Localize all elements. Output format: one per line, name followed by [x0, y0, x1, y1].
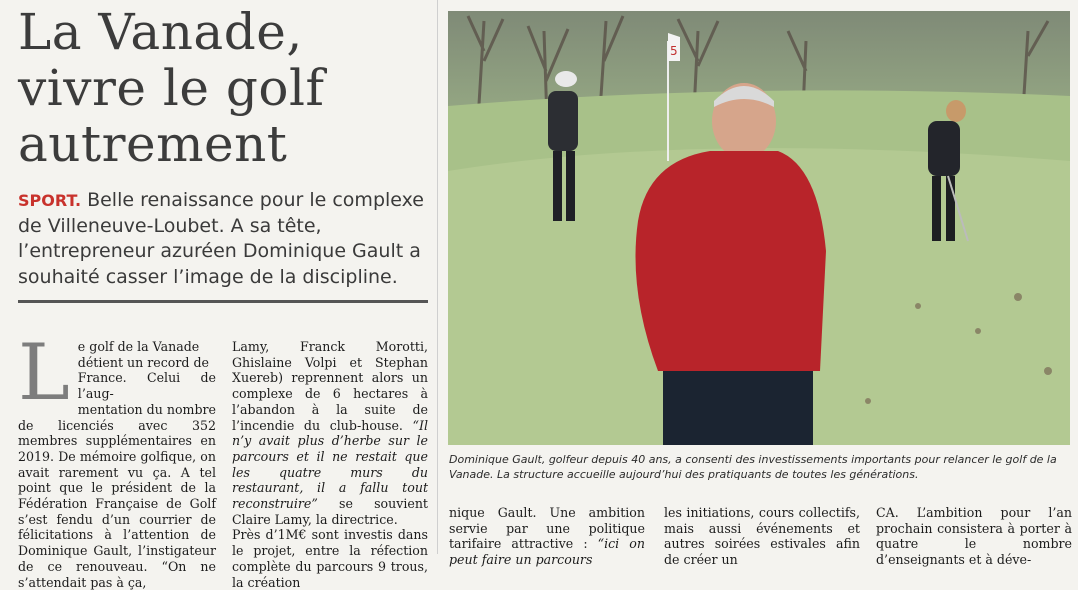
column-3-quote: “ici on peut faire un parcours [449, 536, 645, 568]
deck [18, 188, 428, 290]
section-rule [18, 300, 428, 303]
column-2-paragraph-2: Près d’1M€ sont investis dans le projet, entre la réfection complète du parcours 9 trous, la création [232, 527, 428, 590]
article-photo [448, 11, 1070, 445]
column-2-text-end: se souvient Claire Lamy, la directrice. [232, 496, 428, 527]
dropcap: L [18, 328, 70, 418]
article-column-3 [449, 505, 645, 568]
column-3-text: nique Gault. Une ambition servie par une politique tarifaire attractive : [449, 505, 645, 552]
lead-line: France. Celui de l’aug- [77, 370, 216, 402]
column-2-text: Lamy, Franck Morotti, Ghislaine Volpi et Stephan Xuereb) reprennent alors un complexe de 6 hectares à l’abandon à la suite de l’incendie du club-house. [232, 339, 428, 433]
headline-line-3: autrement [18, 115, 288, 173]
kicker: SPORT. [18, 191, 82, 210]
headline [18, 4, 438, 172]
column-separator [437, 0, 438, 554]
article-column-5: CA. L’ambition pour l’an prochain consistera à porter à quatre le nombre d’enseignants et à déve- [876, 505, 1072, 568]
deck-text: Belle renaissance pour le complexe de Villeneuve-Loubet. A sa tête, l’entrepreneur azuréen Dominique Gault a souhaité casser l’image de la discipline. [18, 189, 424, 288]
lead-line: détient un record de [77, 354, 209, 370]
article-column-2 [232, 339, 428, 590]
lead-line: e golf de la Vanade [77, 339, 200, 354]
column-2-quote: “Il n’y avait plus d’herbe sur le parcours et il ne restait que les quatre murs du restaurant, il a fallu tout reconstruire” [232, 417, 428, 512]
headline-line-1: La Vanade, [18, 3, 303, 61]
article-column-4: les initiations, cours collectifs, mais aussi événements et autres soirées estivales afin de créer un [664, 505, 860, 568]
headline-line-2: vivre le golf [18, 59, 325, 117]
golf-course-photo [448, 11, 1070, 445]
lead-line: mentation du nombre [77, 401, 217, 417]
article-column-1 [18, 328, 217, 590]
flag-number: 5 [670, 44, 678, 58]
column-1-text: de licenciés avec 352 membres supplémentaires en 2019. De mémoire golfique, on avait rarement vu ça. A tel point que le président de la Fédération Française de Golf s’est fendu d’un courrier de félicitations à l’attention de Dominique Gault, l’instigateur de ce renouveau. “On ne s’attendait pas à ça, [18, 417, 216, 590]
photo-caption: Dominique Gault, golfeur depuis 40 ans, a consenti des investissements importants pour relancer le golf de la Vanade. La structure accueille aujourd’hui des pratiquants de toutes les générations. [449, 453, 1057, 481]
